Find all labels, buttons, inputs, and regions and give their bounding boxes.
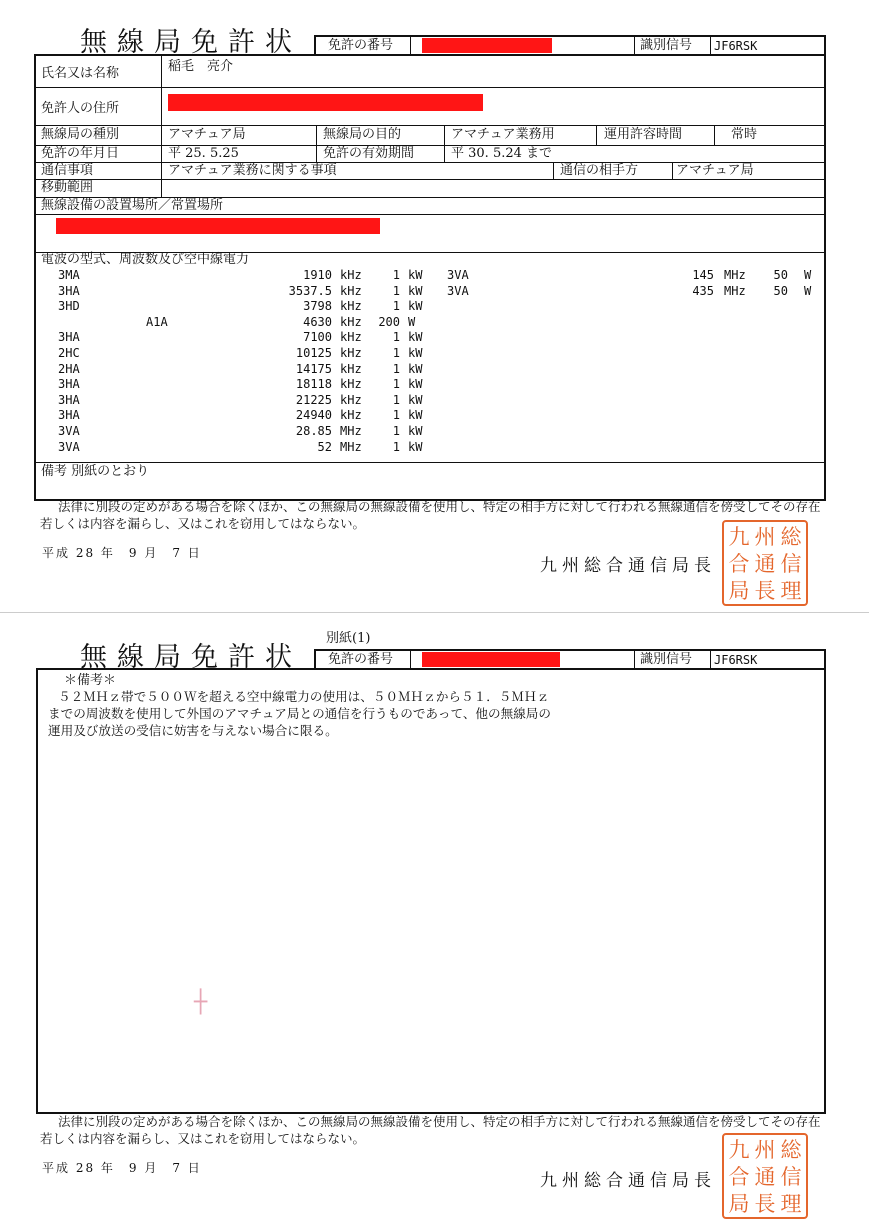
freq-cell: 18118 [295, 377, 332, 392]
freq-cell: 3HA [58, 392, 80, 407]
operating-hours-value: 常時 [731, 127, 758, 142]
movement-range-label: 移動範囲 [41, 180, 94, 195]
station-kind-value: アマチュア局 [168, 127, 246, 142]
freq-cell: 1 [392, 377, 400, 392]
issue-date: 平成 28 年 9 月 7 日 [42, 546, 202, 560]
freq-cell: MHz [340, 439, 362, 454]
seal-char: 信 [780, 552, 802, 576]
freq-cell: kW [408, 377, 423, 392]
freq-cell: 28.85 [295, 424, 332, 438]
install-location-label: 無線設備の設置場所／常置場所 [41, 198, 224, 213]
validity-value: 平 30. 5.24 まで [451, 146, 553, 161]
freq-cell: 1 [392, 424, 400, 438]
official-seal [722, 520, 808, 606]
freq-cell: A1A [146, 314, 168, 329]
freq-cell: kHz [340, 314, 362, 329]
seal-char: 九 [728, 1138, 750, 1162]
remarks-line: 運用及び放送の受信に妨害を与えない場合に限る。 [48, 723, 338, 738]
freq-cell: MHz [724, 283, 746, 298]
comm-matters-label: 通信事項 [41, 163, 94, 178]
name-label: 氏名又は名称 [41, 66, 120, 81]
freq-cell: 3HA [58, 408, 80, 423]
license-page-1 [0, 0, 869, 612]
seal-char: 総 [780, 1138, 802, 1162]
comm-partner-label: 通信の相手方 [560, 163, 639, 178]
callsign-value: JF6RSK [714, 39, 758, 53]
license-page-2 [0, 613, 869, 1229]
seal-char: 長 [754, 1192, 776, 1216]
issuer-name: 九州総合通信局長 [540, 1171, 716, 1191]
freq-cell: kHz [340, 377, 362, 392]
freq-cell: kHz [340, 392, 362, 407]
freq-cell: kW [408, 283, 423, 298]
address-label: 免許人の住所 [41, 101, 120, 116]
freq-cell: 24940 [295, 408, 332, 423]
freq-cell: 1 [392, 392, 400, 407]
legal-notice: 法律に別段の定めがある場合を除くほか、この無線局の無線設備を使用し、特定の相手方に対して行われる無線通信を傍受してその存在若しくは内容を漏らし、又はこれを窃用してはならない。 [40, 1114, 821, 1146]
freq-cell: 3HA [58, 377, 80, 392]
freq-cell: 10125 [295, 346, 332, 360]
frequency-table [36, 268, 822, 460]
freq-cell: kHz [340, 346, 362, 360]
freq-cell: kW [408, 392, 423, 407]
freq-cell: W [804, 268, 812, 282]
freq-cell: kW [408, 439, 423, 454]
freq-cell: kW [408, 330, 423, 345]
freq-cell: 50 [773, 283, 788, 298]
freq-cell: kW [408, 408, 423, 423]
station-kind-label: 無線局の種別 [41, 127, 120, 142]
freq-cell: 3HA [58, 330, 80, 345]
freq-cell: 21225 [295, 392, 332, 407]
freq-cell: kW [408, 299, 423, 314]
freq-cell: 3VA [447, 268, 469, 282]
callsign-value: JF6RSK [714, 653, 758, 667]
freq-cell: 3537.5 [288, 283, 332, 298]
freq-cell: kW [408, 424, 423, 438]
redacted-install-location [56, 218, 380, 234]
seal-char: 州 [754, 1138, 776, 1162]
freq-cell: 1910 [303, 268, 332, 282]
redacted-license-number [422, 652, 560, 667]
seal-char: 九 [728, 525, 750, 549]
freq-cell: 3HD [58, 299, 80, 314]
freq-cell: 3VA [58, 439, 80, 454]
seal-char: 長 [754, 579, 776, 603]
freq-cell: 1 [392, 283, 400, 298]
page-title: 無線局免許状 [80, 642, 302, 673]
freq-cell: kHz [340, 299, 362, 314]
seal-char: 総 [780, 525, 802, 549]
freq-cell: 1 [392, 268, 400, 282]
license-header-bar [314, 649, 826, 669]
page-title: 無線局免許状 [80, 27, 302, 58]
frequency-row [36, 268, 822, 460]
freq-cell: kHz [340, 283, 362, 298]
freq-cell: 3798 [303, 299, 332, 314]
freq-cell: kHz [340, 408, 362, 423]
seal-char: 理 [780, 579, 802, 603]
freq-cell: 3VA [447, 283, 469, 298]
freq-cell: 52 [317, 439, 332, 454]
freq-cell: W [408, 314, 416, 329]
freq-cell: 145 [692, 268, 714, 282]
remarks-box [36, 668, 826, 1114]
freq-cell: 7100 [303, 330, 332, 345]
redacted-address [168, 94, 483, 111]
issue-date: 平成 28 年 9 月 7 日 [42, 1161, 202, 1175]
freq-cell: 1 [392, 299, 400, 314]
seal-char: 理 [780, 1192, 802, 1216]
operating-hours-label: 運用許容時間 [604, 127, 683, 142]
remarks-label: 備考 別紙のとおり [41, 464, 150, 479]
freq-cell: 1 [392, 408, 400, 423]
purpose-label: 無線局の目的 [323, 127, 402, 142]
freq-cell: 50 [773, 268, 788, 282]
seal-char: 州 [754, 525, 776, 549]
freq-cell: kW [408, 268, 423, 282]
registration-mark: ┼ [194, 990, 208, 1015]
official-seal [722, 1133, 808, 1219]
freq-cell: MHz [340, 424, 362, 438]
remarks-line: までの周波数を使用して外国のアマチュア局との通信を行うものであって、他の無線局の [48, 706, 551, 721]
freq-cell: kHz [340, 330, 362, 345]
freq-cell: kW [408, 361, 423, 376]
seal-char: 局 [728, 1192, 750, 1216]
freq-cell: W [804, 283, 812, 298]
freq-cell: MHz [724, 268, 746, 282]
remarks-heading: ＊備考＊ [64, 673, 117, 688]
comm-partner-value: アマチュア局 [676, 163, 754, 178]
validity-label: 免許の有効期間 [323, 146, 415, 161]
freq-cell: 3HA [58, 283, 80, 298]
frequency-section-label: 電波の型式、周波数及び空中線電力 [41, 252, 250, 267]
freq-cell: 2HC [58, 346, 80, 360]
freq-cell: 14175 [295, 361, 332, 376]
license-date-label: 免許の年月日 [41, 146, 120, 161]
seal-char: 通 [754, 552, 776, 576]
remarks-line: ５２ＭＨｚ帯で５００Ｗを超える空中線電力の使用は、５０ＭＨｚから５１．５ＭＨｚ [58, 689, 550, 704]
freq-cell: 1 [392, 346, 400, 360]
freq-cell: 3MA [58, 268, 80, 282]
license-header-bar [314, 35, 826, 55]
license-date-value: 平 25. 5.25 [168, 146, 239, 161]
freq-cell: kHz [340, 361, 362, 376]
purpose-value: アマチュア業務用 [451, 127, 555, 142]
freq-cell: kW [408, 346, 423, 360]
issuer-name: 九州総合通信局長 [540, 556, 716, 576]
seal-char: 合 [728, 1165, 750, 1189]
freq-cell: 435 [692, 283, 714, 298]
comm-matters-value: アマチュア業務に関する事項 [168, 163, 337, 178]
license-form-table [34, 54, 826, 501]
callsign-label: 識別信号 [640, 38, 693, 53]
redacted-license-number [422, 38, 552, 53]
freq-cell: 1 [392, 439, 400, 454]
legal-notice: 法律に別段の定めがある場合を除くほか、この無線局の無線設備を使用し、特定の相手方に対して行われる無線通信を傍受してその存在若しくは内容を漏らし、又はこれを窃用してはならない。 [40, 499, 821, 531]
seal-char: 局 [728, 579, 750, 603]
name-value: 稲毛 亮介 [168, 59, 234, 74]
freq-cell: 1 [392, 330, 400, 345]
freq-cell: 4630 [303, 314, 332, 329]
freq-cell: 2HA [58, 361, 80, 376]
license-no-label: 免許の番号 [328, 652, 394, 667]
freq-cell: kHz [340, 268, 362, 282]
seal-char: 信 [780, 1165, 802, 1189]
callsign-label: 識別信号 [640, 652, 693, 667]
seal-char: 通 [754, 1165, 776, 1189]
seal-char: 合 [728, 552, 750, 576]
freq-cell: 200 [378, 314, 400, 329]
freq-cell: 1 [392, 361, 400, 376]
license-no-label: 免許の番号 [328, 38, 394, 53]
freq-cell: 3VA [58, 424, 80, 438]
annex-label: 別紙(1) [326, 631, 371, 646]
